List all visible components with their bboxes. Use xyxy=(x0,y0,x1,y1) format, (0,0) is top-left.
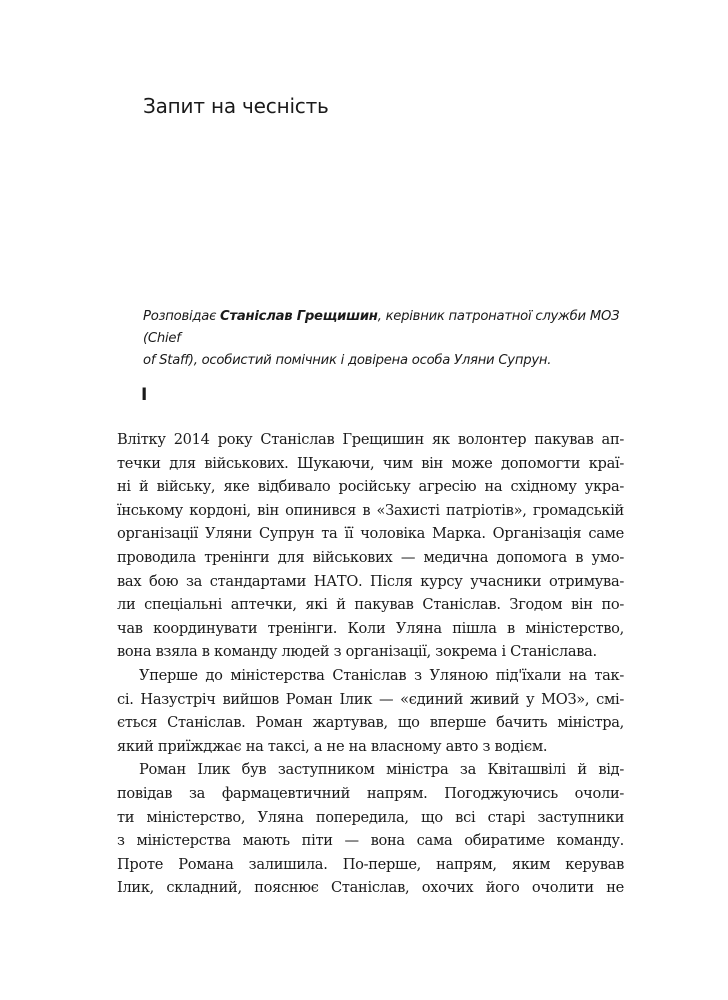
body-line: вона взяла в команду людей з організації, зокрема і Станіслава. xyxy=(117,643,597,661)
body-line: ли спеціальні аптечки, які й пакував Станіслав. Згодом він по- xyxy=(117,596,624,614)
section-number: I xyxy=(141,385,148,405)
body-line: вах бою за стандартами НАТО. Після курсу учасники отримува- xyxy=(117,572,624,590)
body-line: Роман Ілик був заступником міністра за Квіташвілі й від- xyxy=(139,761,624,779)
body-line: Ілик, складний, пояснює Станіслав, охочих його очолити не xyxy=(117,879,624,897)
body-line: ні й війську, яке відбивало російську агресію на східному укра- xyxy=(117,478,624,496)
epigraph xyxy=(143,306,633,372)
body-line: Проте Романа залишила. По-перше, напрям, яким керував xyxy=(117,855,624,873)
body-text xyxy=(117,428,624,900)
body-line: ти міністерство, Уляна попередила, що всі старі заступники xyxy=(117,808,624,826)
body-line: з міністерства мають піти — вона сама обиратиме команду. xyxy=(117,832,624,850)
body-line: течки для військових. Шукаючи, чим він може допомогти краї- xyxy=(117,454,624,472)
body-line: Влітку 2014 року Станіслав Грещишин як волонтер пакував ап- xyxy=(117,431,624,448)
body-line: їнському кордоні, він опинився в «Захисті патріотів», громадській xyxy=(117,501,624,519)
body-line: проводила тренінги для військових — медична допомога в умо- xyxy=(117,548,624,566)
body-line: ється Станіслав. Роман жартував, що вперше бачить міністра, xyxy=(117,714,624,732)
body-line: який приїжджає на таксі, а не на власному авто з водієм. xyxy=(117,737,548,755)
body-line: Уперше до міністерства Станіслав з Уляною під'їхали на так- xyxy=(139,666,624,684)
epigraph-speaker-name: Станіслав Грещишин xyxy=(220,309,378,324)
epigraph-lead: Розповідає xyxy=(143,309,221,324)
chapter-title: Запит на чесність xyxy=(143,94,329,118)
body-line: повідав за фармацевтичний напрям. Погоджуючись очоли- xyxy=(117,784,624,802)
body-line: організації Уляни Супрун та її чоловіка Марка. Організація саме xyxy=(117,525,624,543)
body-line: чав координувати тренінги. Коли Уляна пішла в міністерство, xyxy=(117,619,624,637)
epigraph-line1-rest: , керівник патронатної служби МОЗ (Chief xyxy=(143,309,620,346)
body-line: сі. Назустріч вийшов Роман Ілик — «єдиний живий у МОЗ», смі- xyxy=(117,690,624,708)
epigraph-line2: of Staff), особистий помічник і довірена особа Уляни Супрун. xyxy=(143,353,552,368)
